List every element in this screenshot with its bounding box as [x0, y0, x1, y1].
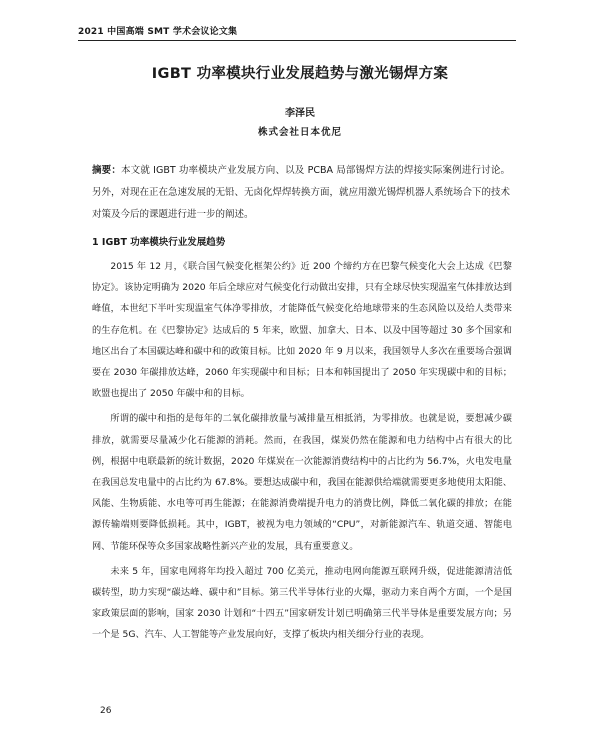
paragraph-2: 所谓的碳中和指的是每年的二氧化碳排放量与减排量互相抵消，为零排放。也就是说，要想减少碳排放，就需要尽量减少化石能源的消耗。然而，在我国，煤炭仍然在能源和电力结构中占有很大的比例，根据中电联最新的统计数据，2020 年煤炭在一次能源消费结构中的占比约为 56.7%，火电发电量在我国总发电量中的占比约为 67.8%。要想达成碳中和，我国在能源供给端就需要更多地使用太阳能、风能、生物质能、水电等可再生能源；在能源消费端提升电力的消费比例，降低二氧化碳的排放；在能源传输端则要降低损耗。其中，IGBT，被视为电力领域的“CPU”，对新能源汽车、轨道交通、智能电网、节能环保等众多国家战略性新兴产业的发展，具有重要意义。 [92, 413, 512, 552]
page-number: 26 [100, 706, 112, 716]
section-1-heading: 1 IGBT 功率模块行业发展趋势 [92, 237, 226, 248]
author-affiliation: 株式会社日本优尼 [257, 127, 342, 138]
running-header: 2021 中国高端 SMT 学术会议论文集 [78, 27, 238, 37]
paragraph-1: 2015 年 12 月，《联合国气候变化框架公约》近 200 个缔约方在巴黎气候变化大会上达成《巴黎协定》。该协定明确为 2020 年后全球应对气候变化行动做出安排，只有全球尽快实现温室气体排放达到峰值，本世纪下半叶实现温室气体净零排放，才能降低气候变化给地球带来的生态风险以及给人类带来的生存危机。在《巴黎协定》达成后的 5 年来，欧盟、加拿大、日本、以及中国等超过 30 多个国家和地区出台了本国碳达峰和碳中和的政策目标。比如 2020 年 9 月以来，我国领导人多次在重要场合强调要在 2030 年碳排放达峰，2060 年实现碳中和目标；日本和韩国提出了 2050 年实现碳中和的目标；欧盟也提出了 2050 年碳中和的目标。 [92, 261, 512, 400]
body-text [92, 256, 512, 646]
paper-title: IGBT 功率模块行业发展趋势与激光锡焊方案 [151, 66, 449, 82]
abstract-label: 摘要： [92, 165, 121, 176]
author-name: 李泽民 [285, 108, 315, 119]
header-divider [78, 40, 516, 41]
abstract-text: 本文就 IGBT 功率模块产业发展方向、以及 PCBA 局部锡焊方法的焊接实际案例进行讨论。另外，对现在正在急速发展的无铅、无卤化焊焊转换方面，就应用激光锡焊机器人系统场合下的技术对策及今后的课题进行进一步的阐述。 [92, 165, 511, 220]
paragraph-3: 未来 5 年，国家电网将年均投入超过 700 亿美元，推动电网向能源互联网升级，促进能源清洁低碳转型，助力实现“碳达峰、碳中和”目标。第三代半导体行业的火爆，驱动力来自两个方面，一个是国家政策层面的影响，国家 2030 计划和“十四五”国家研发计划已明确第三代半导体是重要发展方向；另一个是 5G、汽车、人工智能等产业发展向好，支撑了板块内相关细分行业的表现。 [92, 565, 512, 641]
abstract [92, 160, 510, 226]
